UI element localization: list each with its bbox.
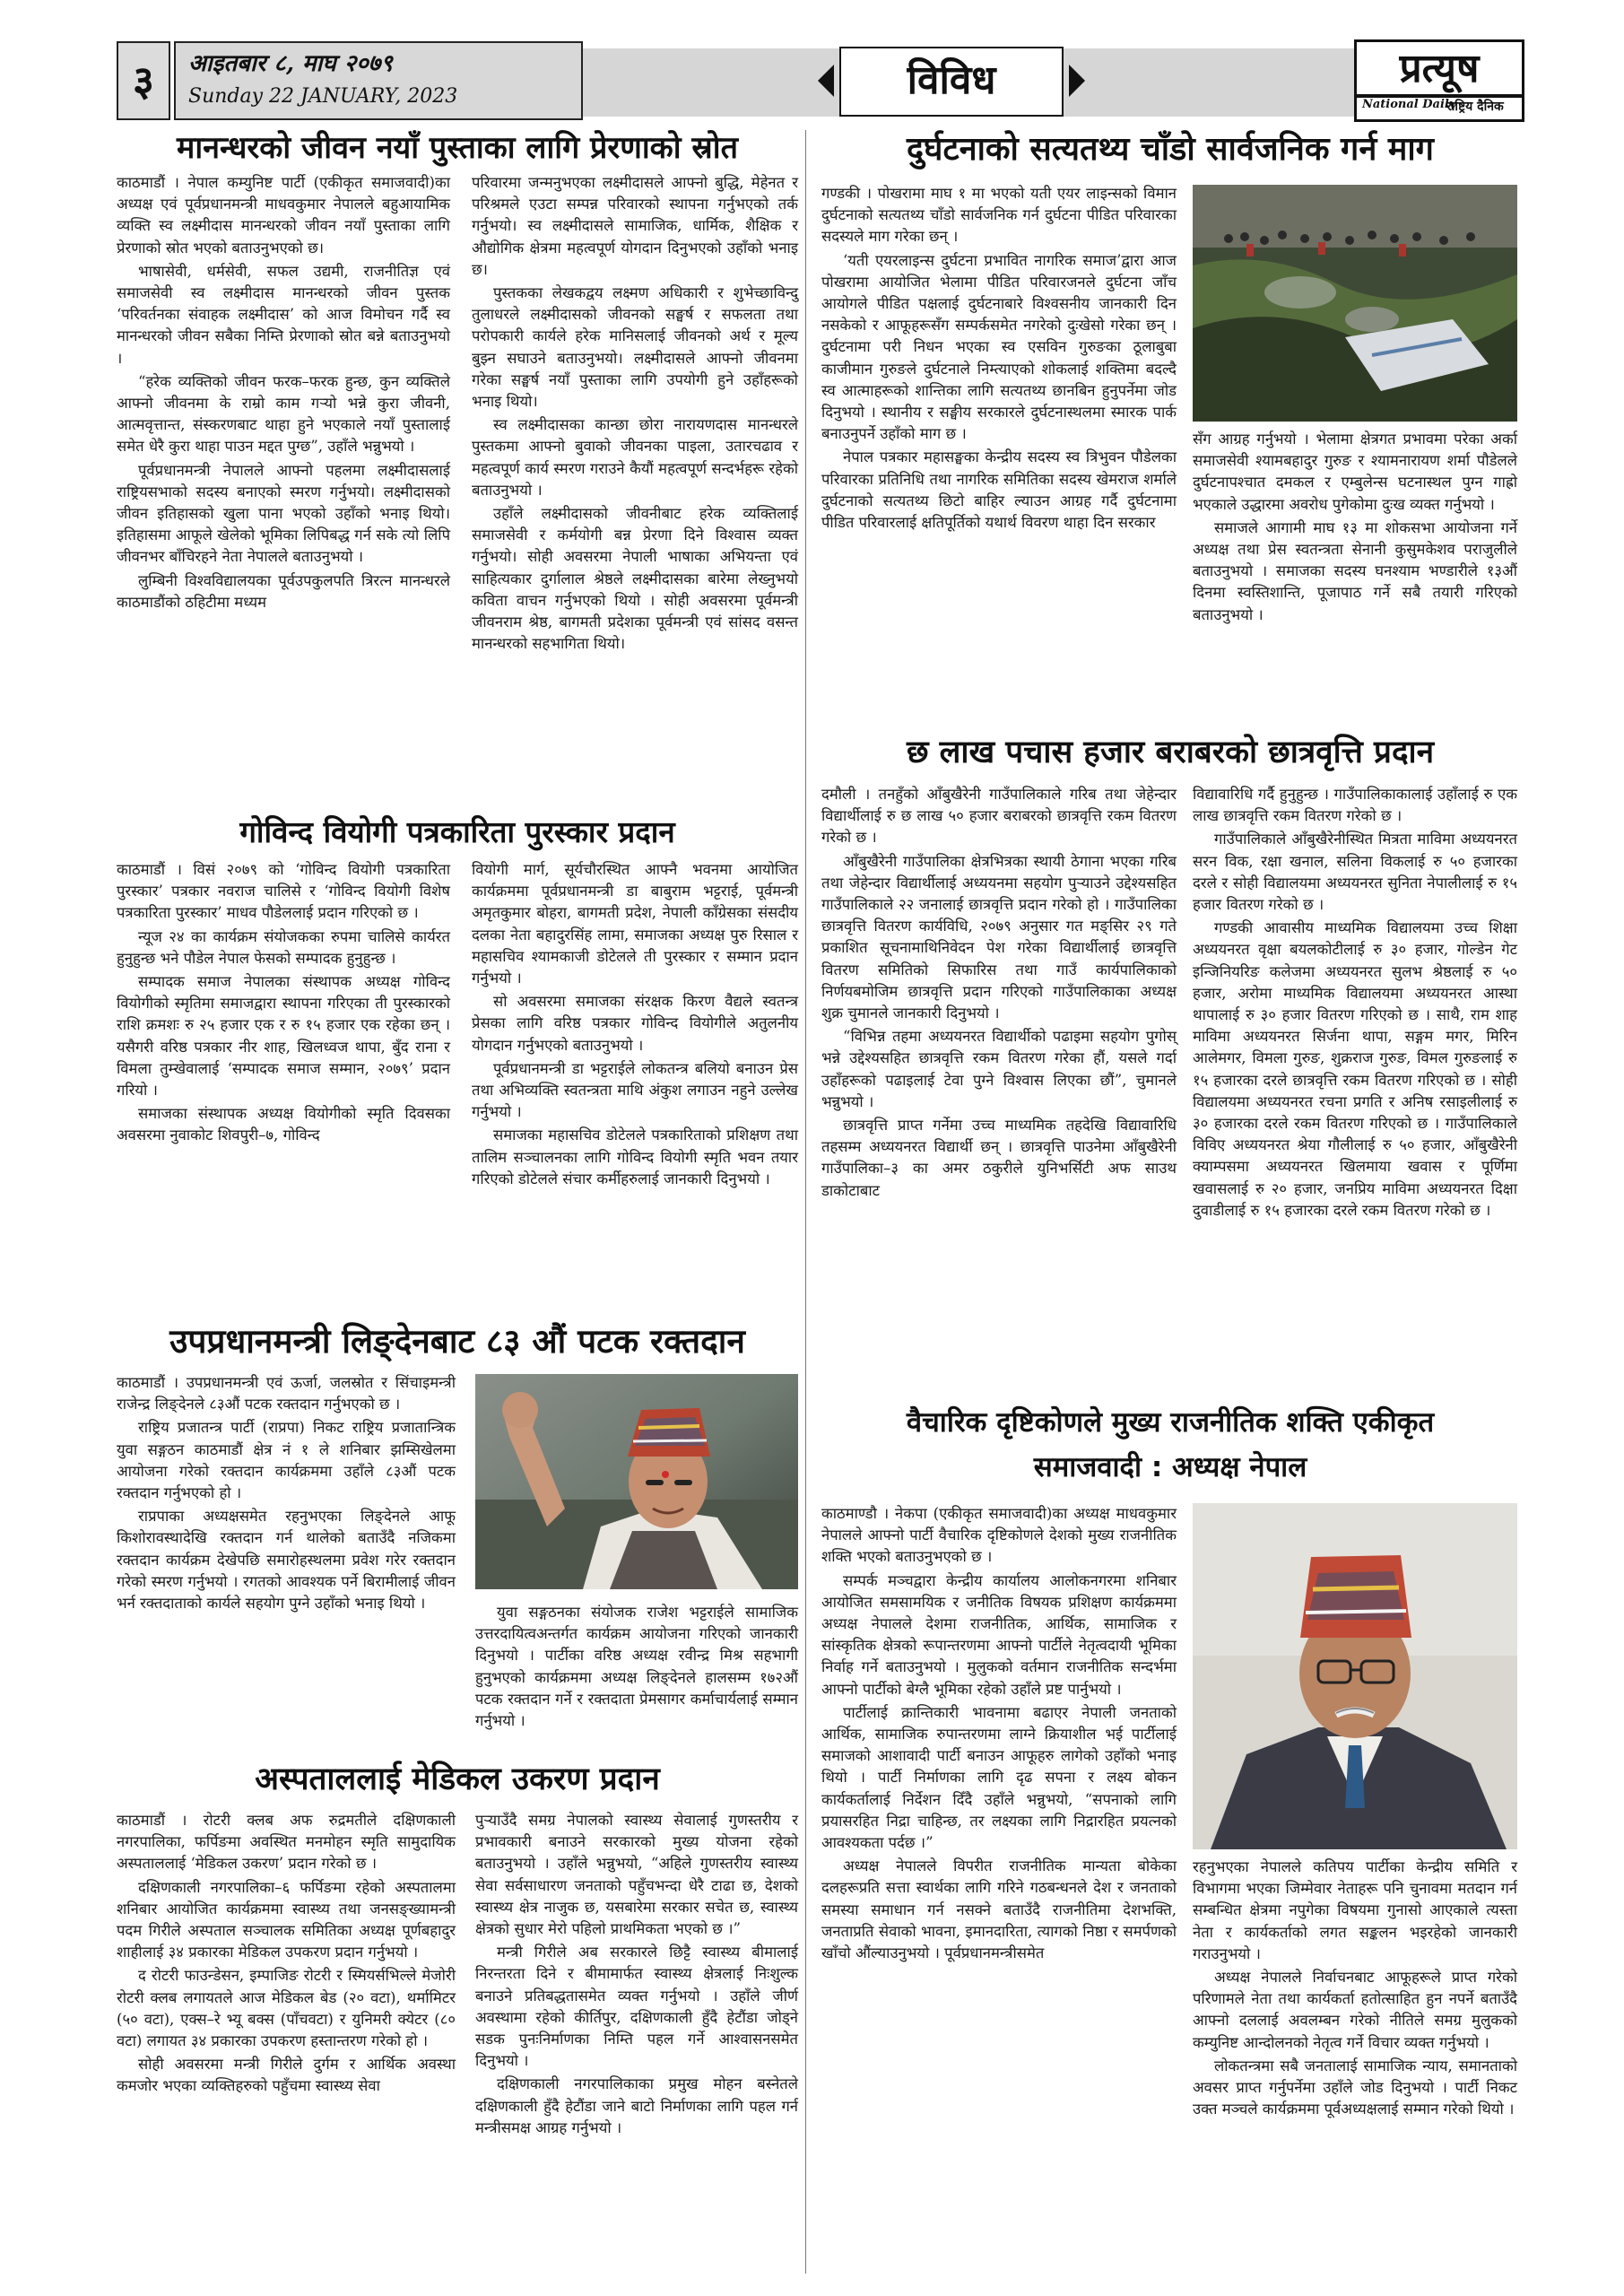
paragraph: समाजका संस्थापक अध्यक्ष वियोगीको स्मृति दिवसका अवसरमा नुवाकोट शिवपुरी–७, गोविन्द <box>117 1105 450 1144</box>
paragraph: न्यूज २४ का कार्यक्रम संयोजकका रुपमा चालिसे कार्यरत हुनुहुन्छ भने पौडेल नेपाल फेसको सम्पादक हुनुहुन्छ । <box>117 927 450 967</box>
paragraph: दक्षिणकाली नगरपालिका–६ फर्पिङमा रहेको अस्पतालमा शनिबार आयोजित कार्यक्रममा स्वास्थ्य तथा जनसङ्ख्यामन्त्री पदम गिरीले अस्पताल सञ्चालक समितिका अध्यक्ष पूर्णबहादुर शाहीलाई ३४ प्रकारका मेडिकल उपकरण प्रदान गर्नुभयो । <box>117 1878 456 1961</box>
headline-manandhar: मानन्धरको जीवन नयाँ पुस्ताका लागि प्रेरणाको स्रोत <box>177 130 738 166</box>
headline-nepal-line2: समाजवादी : अध्यक्ष नेपाल <box>1033 1451 1307 1483</box>
paragraph: काठमाडौं । विसं २०७९ को ‘गोविन्द वियोगी पत्रकारिता पुरस्कार’ पत्रकार नवराज चालिसे र ‘गोविन्द वियोगी विशेष पत्रकारिता पुरस्कार’ माधव पौडेललाई प्रदान गरिएको छ । <box>117 861 450 922</box>
logo-sub-en: National Daily <box>1362 98 1456 111</box>
date-nepali: आइतबार ८, माघ २०७९ <box>188 50 393 77</box>
article-aspatal-col2 <box>475 1810 798 2141</box>
logo-sub-np: राष्ट्रिय दैनिक <box>1446 100 1504 114</box>
paragraph: सम्पर्क मञ्चद्वारा केन्द्रीय कार्यालय आलोकनगरमा शनिबार आयोजित समसामयिक र जनीतिक विषयक प्रशिक्षण कार्यक्रममा अध्यक्ष नेपालले देशमा राजनीतिक, आर्थिक, सामाजिक र सांस्कृतिक क्षेत्रको रूपान्तरणमा आफ्नो पार्टीले नेतृत्वदायी भूमिका निर्वाह गर्ने बताउनुभयो । मुलुकको वर्तमान राजनीतिक सन्दर्भमा आफ्नो पार्टीको बेग्लै भूमिका रहेको उहाँले प्रष्ट पार्नुभयो । <box>821 1571 1177 1698</box>
headline-chhatrabritti: छ लाख पचास हजार बराबरको छात्रवृत्ति प्रदान <box>906 735 1435 770</box>
paragraph: परिवारमा जन्मनुभएका लक्ष्मीदासले आफ्नो बुद्धि, मेहेनत र परिश्रमले एउटा सम्पन्न परिवारको स्थापना गर्नुभएको तर्क गर्नुभयो। स्व लक्ष्मीदासले सामाजिक, धार्मिक, शैक्षिक र औद्योगिक क्षेत्रमा महत्वपूर्ण योगदान दिनुभएको उहाँको भनाइ छ। <box>472 174 798 278</box>
paragraph: पूर्वप्रधानमन्त्री डा भट्टराईले लोकतन्त्र बलियो बनाउन प्रेस तथा अभिव्यक्ति स्वतन्त्रता माथि अंकुश लगाउन नहुने उल्लेख गर्नुभयो । <box>472 1059 798 1121</box>
headline-aspatal: अस्पताललाई मेडिकल उकरण प्रदान <box>255 1761 660 1797</box>
article-durghatana-col1 <box>821 183 1177 535</box>
article-govinda-col2 <box>472 859 798 1192</box>
paragraph: रहनुभएका नेपालले कतिपय पार्टीका केन्द्रीय समिति र विभागमा भएका जिम्मेवार नेताहरू पनि चुनावमा मतदान गर्न सम्बन्धित क्षेत्रमा नपुगेका विषयमा गुनासो आएकाले त्यस्ता नेता र कार्यकर्ताको लगत सङ्कलन भइरहेको जानकारी गराउनुभयो । <box>1193 1858 1517 1962</box>
paragraph: काठमाडौं । नेपाल कम्युनिष्ट पार्टी (एकीकृत समाजवादी)का अध्यक्ष एवं पूर्वप्रधानमन्त्री माधवकुमार नेपालले बहुआयामिक व्यक्ति स्व लक्ष्मीदास मानन्धरको जीवन नयाँ पुस्ताका लागि प्रेरणाको स्रोत भएको बताउनुभएको छ। <box>117 174 450 257</box>
paragraph: सो अवसरमा समाजका संरक्षक किरण वैद्यले स्वतन्त्र प्रेसका लागि वरिष्ठ पत्रकार गोविन्द वियोगीले अतुलनीय योगदान गर्नुभएको बताउनुभयो । <box>472 993 798 1054</box>
headline-govinda: गोविन्द वियोगी पत्रकारिता पुरस्कार प्रदान <box>239 814 675 849</box>
date-english: Sunday 22 JANUARY, 2023 <box>188 85 458 108</box>
logo-text: प्रत्यूष <box>1399 46 1480 91</box>
paragraph: सम्पादक समाज नेपालका संस्थापक अध्यक्ष गोविन्द वियोगीको स्मृतिमा समाजद्वारा स्थापना गरिएका ती पुरस्कारको राशि क्रमशः रु २५ हजार एक र रु १५ हजार एक रहेका छन् । यसैगरी वरिष्ठ पत्रकार नीर शाह, खिलध्वज थापा, बुँद राना र विमला तुम्खेवालाई ‘सम्पादक समाज सम्मान, २०७९’ प्रदान गरियो । <box>117 973 450 1100</box>
paragraph: राप्रपाका अध्यक्षसमेत रहनुभएका लिङ्देनले आफू किशोरावस्थादेखि रक्तदान गर्न थालेको बताउँदै नजिकमा रक्तदान कार्यक्रम देखेपछि समारोहस्थलमा प्रवेश गरेर रक्तदान गरेको स्मरण गर्नुभयो । रगतको आवश्यक पर्ने बिरामीलाई जीवन भर्न रक्तदाताको कार्यले सहयोग पुग्ने उहाँको भनाइ थियो । <box>117 1508 456 1613</box>
date-box <box>174 41 583 120</box>
headline-nepal-line1: वैचारिक दृष्टिकोणले मुख्य राजनीतिक शक्ति एकीकृत <box>906 1406 1435 1439</box>
paragraph: लोकतन्त्रमा सबै जनतालाई सामाजिक न्याय, समानताको अवसर प्राप्त गर्नुपर्नेमा उहाँले जोड दिनुभयो । पार्टी निकट उक्त मञ्चले कार्यक्रममा पूर्वअध्यक्षलाई सम्मान गरेको थियो । <box>1193 2057 1517 2118</box>
paragraph: मन्त्री गिरीले अब सरकारले छिट्टै स्वास्थ्य बीमालाई निरन्तरता दिने र बीमामार्फत स्वास्थ्य क्षेत्रलाई निःशुल्क बनाउने प्रतिबद्धतासमेत व्यक्त गर्नुभयो । उहाँले जीर्ण अवस्थामा रहेको कीर्तिपुर, दक्षिणकाली हुँदै हेटौंडा जोड्ने सडक पुनःनिर्माणका निम्ति पहल गर्ने आश्वासनसमेत दिनुभयो । <box>475 1944 798 2070</box>
article-govinda-col1 <box>117 859 450 1149</box>
paragraph: दमौली । तनहुँको आँबुखैरेनी गाउँपालिकाले गरिब तथा जेहेन्दार विद्यार्थीलाई रु छ लाख ५० हजार बराबरको छात्रवृत्ति रकम वितरण गरेको छ । <box>821 786 1177 847</box>
paragraph: आँबुखैरेनी गाउँपालिका क्षेत्रभित्रका स्थायी ठेगाना भएका गरिब तथा जेहेन्दार विद्यार्थीलाई अध्ययनमा सहयोग पुऱ्याउने उद्देश्यसहित गाउँपालिकाले २२ जनालाई छात्रवृत्ति प्रदान गरेको हो । गाउँपालिका छात्रवृत्ति वितरण कार्यविधि, २०७९ अनुसार गत मङ्सिर २९ गते प्रकाशित सूचनामाथिनिवेदन पेश गरेका विद्यार्थीलाई छात्रवृत्ति वितरण समितिको सिफारिस तथा गाउँ कार्यपालिकाको निर्णयबमोजिम छात्रवृत्ति प्रदान गरिएको गाउँपालिकाका अध्यक्ष शुक्र चुमानले जानकारी दिनुभयो । <box>821 852 1177 1022</box>
paragraph: “विभिन्न तहमा अध्ययनरत विद्यार्थीको पढाइमा सहयोग पुगोस् भन्ने उद्देश्यसहित छात्रवृत्ति रकम वितरण गरेका हौं, यसले गर्दा उहाँहरूको पढाइलाई टेवा पुग्ने विश्वास लिएका छौं”, चुमानले भन्नुभयो । <box>821 1028 1177 1110</box>
headline-durghatana: दुर्घटनाको सत्यतथ्य चाँडो सार्वजनिक गर्न माग <box>907 131 1434 168</box>
article-chhatrabritti-col2 <box>1193 784 1517 1223</box>
photo-lingden <box>475 1374 798 1589</box>
article-raktadan-col2 <box>475 1602 798 1734</box>
arrow-left-icon <box>818 65 834 97</box>
column-divider <box>805 130 806 2274</box>
section-title: विविध <box>839 47 1064 117</box>
paragraph: नेपाल पत्रकार महासङ्घका केन्द्रीय सदस्य स्व त्रिभुवन पौडेलका परिवारका प्रतिनिधि तथा नागरिक समितिका सदस्य खेमराज शर्माले दुर्घटनाको सत्यतथ्य छिटो बाहिर ल्याउन आग्रह गर्दै दुर्घटनामा पीडित परिवारलाई क्षतिपूर्तिको यथार्थ विवरण थाहा दिन सरकार <box>821 448 1177 532</box>
paragraph: सँग आग्रह गर्नुभयो । भेलामा क्षेत्रगत प्रभावमा परेका अर्का समाजसेवी श्यामबहादुर गुरुङ र श्यामनारायण शर्मा पौडेलले दुर्घटनापश्चात दमकल र एम्बुलेन्स घटनास्थल पुग्न गाह्रो भएकाले उद्धारमा अवरोध पुगेकोमा दुःख व्यक्त गर्नुभयो । <box>1193 430 1517 513</box>
photo-lingden-image <box>475 1374 798 1589</box>
article-durghatana-col2 <box>1193 429 1517 628</box>
paragraph: समाजका महासचिव डोटेलले पत्रकारिताको प्रशिक्षण तथा तालिम सञ्चालनका लागि गोविन्द वियोगी स्मृति भवन तयार गरिएको डोटेलले संचार कर्मीहरुलाई जानकारी दिनुभयो । <box>472 1126 798 1187</box>
paragraph: लुम्बिनी विश्वविद्यालयका पूर्वउपकुलपति त्रिरत्न मानन्धरले काठमाडौंको ठहिटीमा मध्यम <box>117 571 450 611</box>
page-number: ३ <box>117 41 170 120</box>
paragraph: उहाँले लक्ष्मीदासको जीवनीबाट हरेक व्यक्तिलाई समाजसेवी र कर्मयोगी बन्न प्रेरणा दिने विश्वास व्यक्त गर्नुभयो। सोही अवसरमा नेपाली भाषाका अभियन्ता एवं साहित्यकार दुर्गालाल श्रेष्ठले लक्ष्मीदासका बारेमा लेख्नुभयो कविता वाचन गर्नुभएको थियो । सोही अवसरमा पूर्वमन्त्री जीवनराम श्रेष्ठ, बागमती प्रदेशका पूर्वमन्त्री एवं सांसद वसन्त मानन्धरको सहभागिता थियो। <box>472 505 798 653</box>
article-chhatrabritti-col1 <box>821 784 1177 1204</box>
paragraph: राष्ट्रिय प्रजातन्त्र पार्टी (राप्रपा) निकट राष्ट्रिय प्रजातान्त्रिक युवा सङ्गठन काठमाडौं क्षेत्र नं १ ले शनिबार झम्सिखेलमा आयोजना गरेको रक्तदान कार्यक्रममा उहाँले ८३औं पटक रक्तदान गर्नुभएको हो । <box>117 1419 456 1502</box>
paragraph: गाउँपालिकाले आँबुखैरेनीस्थित मित्रता माविमा अध्ययनरत सरन विक, रक्षा खनाल, सलिना विकलाई रु ५० हजारका दरले र सोही विद्यालयमा अध्ययनरत सुनिता नेपालीलाई रु १५ हजार वितरण गरेको छ । <box>1193 831 1517 914</box>
photo-madhav-nepal <box>1193 1503 1517 1849</box>
paragraph: पुऱ्याउँदै समग्र नेपालको स्वास्थ्य सेवालाई गुणस्तरीय र प्रभावकारी बनाउने सरकारको मुख्य योजना रहेको बताउनुभयो । उहाँले भन्नुभयो, “अहिले गुणस्तरीय स्वास्थ्य सेवा सर्वसाधारण जनताको पहुँचभन्दा धेरै टाढा छ, देशको स्वास्थ्य क्षेत्र नाजुक छ, यसबारेमा सरकार सचेत छ, स्वास्थ्य क्षेत्रको सुधार मेरो पहिलो प्राथमिकता भएको छ ।” <box>475 1812 798 1938</box>
photo-madhav-nepal-image <box>1193 1503 1517 1849</box>
paragraph: दक्षिणकाली नगरपालिकाका प्रमुख मोहन बस्नेतले दक्षिणकाली हुँदै हेटौंडा जाने बाटो निर्माणका लागि पहल गर्न मन्त्रीसमक्ष आग्रह गर्नुभयो । <box>475 2075 798 2136</box>
photo-crash-site <box>1193 185 1517 422</box>
paragraph: सोही अवसरमा मन्त्री गिरीले दुर्गम र आर्थिक अवस्था कमजोर भएका व्यक्तिहरुको पहुँचमा स्वास्थ्य सेवा <box>117 2056 456 2095</box>
paragraph: अध्यक्ष नेपालले निर्वाचनबाट आफूहरूले प्राप्त गरेको परिणामले नेता तथा कार्यकर्ता हतोत्साहित हुन नपर्ने बताउँदै आफ्नो दललाई अवलम्बन गरेको नीतिले समग्र मुलुकको कम्युनिष्ट आन्दोलनको नेतृत्व गर्ने विचार व्यक्त गर्नुभयो । <box>1193 1969 1517 2051</box>
paragraph: काठमाडौं । उपप्रधानमन्त्री एवं ऊर्जा, जलस्रोत र सिंचाइमन्त्री राजेन्द्र लिङ्देनले ८३औं पटक रक्तदान गर्नुभएको छ । <box>117 1374 456 1413</box>
arrow-right-icon <box>1069 65 1085 97</box>
paragraph: छात्रवृत्ति प्राप्त गर्नेमा उच्च माध्यमिक तहदेखि विद्यावारिधि तहसम्म अध्ययनरत विद्यार्थी छन् । छात्रवृत्ति पाउनेमा आँबुखैरेनी गाउँपालिका–३ का अमर ठकुरीले युनिभर्सिटी अफ साउथ डाकोटाबाट <box>821 1117 1177 1199</box>
paragraph: समाजले आगामी माघ १३ मा शोकसभा आयोजना गर्ने अध्यक्ष तथा प्रेस स्वतन्त्रता सेनानी कुसुमकेशव पराजुलीले बताउनुभयो । समाजका सदस्य घनश्याम भण्डारीले १३औं दिनमा स्वस्तिशान्ति, पूजापाठ गर्ने सबै तयारी गरिएको बताउनुभयो । <box>1193 518 1517 623</box>
paragraph: गण्डकी । पोखरामा माघ १ मा भएको यती एयर लाइन्सको विमान दुर्घटनाको सत्यतथ्य चाँडो सार्वजनिक गर्न दुर्घटना पीडित परिवारका सदस्यले माग गरेका छन् । <box>821 185 1177 246</box>
paragraph: “हरेक व्यक्तिको जीवन फरक–फरक हुन्छ, कुन व्यक्तिले आफ्नो जीवनमा के राम्रो काम गऱ्यो भन्ने कुरा जीवनी, आत्मवृत्तान्त, संस्करणबाट थाहा हुने भएकाले नयाँ पुस्तालाई समेत धेरै कुरा थाहा पाउन मद्दत पुग्छ”, उहाँले भन्नुभयो । <box>117 372 450 456</box>
headline-raktadan: उपप्रधानमन्त्री लिङ्देनबाट ८३ औं पटक रक्तदान <box>169 1322 745 1361</box>
masthead-logo <box>1354 39 1524 122</box>
paragraph: द रोटरी फाउन्डेसन, इम्पाजिङ रोटरी र स्मियर्सभिल्ले मेजोरी रोटरी क्लब लगायतले आज मेडिकल बेड (२० वटा), थर्मामिटर (५० वटा), एक्स–रे भ्यू बक्स (पाँचवटा) र युनिमरी क्येटर (८० वटा) लगायत ३४ प्रकारका उपकरण हस्तान्तरण गरेको हो । <box>117 1967 456 2050</box>
paragraph: काठमाडौं । रोटरी क्लब अफ रुद्रमतीले दक्षिणकाली नगरपालिका, फर्पिङमा अवस्थित मनमोहन स्मृति सामुदायिक अस्पताललाई ‘मेडिकल उकरण’ प्रदान गरेको छ । <box>117 1812 456 1873</box>
paragraph: भाषासेवी, धर्मसेवी, सफल उद्यमी, राजनीतिज्ञ एवं समाजसेवी स्व लक्ष्मीदास मानन्धरको जीवन पुस्तक ‘परिवर्तनका संवाहक लक्ष्मीदास’ को आज विमोचन गर्दै स्व मानन्धरको जीवन सबैका निम्ति प्रेरणाको स्रोत बन्ने बताउनुभयो । <box>117 262 450 367</box>
paragraph: वियोगी मार्ग, सूर्यचौरस्थित आफ्नै भवनमा आयोजित कार्यक्रममा पूर्वप्रधानमन्त्री डा बाबुराम भट्टराई, पूर्वमन्त्री अमृतकुमार बोहरा, बागमती प्रदेश, नेपाली काँग्रेसका संसदीय दलका नेता बहादुरसिंह लामा, समाजका अध्यक्ष पुरु रिसाल र महासचिव श्यामकाजी डोटेलले ती पुरस्कार र सम्मान प्रदान गर्नुभयो । <box>472 861 798 987</box>
paragraph: अध्यक्ष नेपालले विपरीत राजनीतिक मान्यता बोकेका दलहरूप्रति सत्ता स्वार्थका लागि गरिने गठबन्धनले देश र जनताको समस्या समाधान गर्न नसक्ने बताउँदै राजनीतिमा देशभक्ति, जनताप्रति सेवाको भावना, इमानदारिता, त्यागको निष्ठा र समर्पणको खाँचो औंल्याउनुभयो । पूर्वप्रधानमन्त्रीसमेत <box>821 1857 1177 1962</box>
paragraph: पूर्वप्रधानमन्त्री नेपालले आफ्नो पहलमा लक्ष्मीदासलाई राष्ट्रियसभाको सदस्य बनाएको स्मरण गर्नुभयो। लक्ष्मीदासको जीवन इतिहासको खुला पाना भएको उहाँको भनाइ थियो। इतिहासमा आफूले खेलेको भूमिका लिपिबद्ध गर्न सके त्यो लिपि जीवनभर बाँचिरहने नेता नेपालले बताउनुभयो । <box>117 461 450 566</box>
paragraph: पार्टीलाई क्रान्तिकारी भावनामा बढाएर नेपाली जनताको आर्थिक, सामाजिक रुपान्तरणमा लाग्ने क्रियाशील भई पार्टीलाई समाजको आशावादी पार्टी बनाउन आफूहरु लागेको उहाँको भनाइ थियो । पार्टी निर्माणका लागि दृढ सपना र लक्ष्य बोकन कार्यकर्तालाई निर्देशन दिँदै उहाँले भन्नुभयो, “सपनाको लागि प्रयासरहित निद्रा चाहिन्छ, तर लक्ष्यका लागि निद्रारहित प्रयत्नको आवश्यकता पर्दछ ।” <box>821 1703 1177 1852</box>
paragraph: पुस्तकका लेखकद्वय लक्ष्मण अधिकारी र शुभेच्छाविन्दु तुलाधरले लक्ष्मीदासको जीवनको सङ्घर्ष र सफलता तथा परोपकारी कार्यले हरेक मानिसलाई जीवनको अर्थ र मूल्य बुझ्न सघाउने बताउनुभयो। लक्ष्मीदासले आफ्नो जीवनमा गरेका सङ्घर्ष नयाँ पुस्ताका लागि उपयोगी हुने उहाँहरूको भनाइ थियो। <box>472 284 798 411</box>
article-aspatal-col1 <box>117 1810 456 2100</box>
article-nepal-col2 <box>1193 1857 1517 2122</box>
page-header <box>117 41 1524 120</box>
article-manandhar-col2 <box>472 172 798 657</box>
paragraph: ‘यती एयरलाइन्स दुर्घटना प्रभावित नागरिक समाज’द्वारा आज पोखरामा आयोजित भेलामा पीडित परिवारजनले दुर्घटना जाँच आयोगले पीडित पक्षलाई दुर्घटनाबारे विश्वसनीय जानकारी दिन नसकेको र आफूहरूसँग सम्पर्कसमेत नगरेको दुःखेसो गरेका छन् । दुर्घटनामा परी निधन भएका स्व एसविन गुरुङका ठूलाबुबा काजीमान गुरुङले दुर्घटनाले निम्त्याएको शोकलाई शक्तिमा बदल्दै स्व आत्माहरूको शान्तिका लागि सत्यतथ्य छानबिन हुनुपर्नेमा जोड दिनुभयो । स्थानीय र सङ्घीय सरकारले दुर्घटनास्थलमा स्मारक पार्क बनाउनुपर्ने उहाँको माग छ । <box>821 251 1177 443</box>
article-manandhar-col1 <box>117 172 450 615</box>
paragraph: गण्डकी आवासीय माध्यमिक विद्यालयमा उच्च शिक्षा अध्ययनरत वृक्षा बयलकोटीलाई रु ३० हजार, गोल्डेन गेट इन्जिनियरिङ कलेजमा अध्ययनरत सुलभ श्रेष्ठलाई रु ५० हजार, अरोमा माध्यमिक विद्यालयमा अध्ययनरत आस्था थापालाई रु ३० हजार वितरण गरिएको छ । साथै, राम शाह माविमा अध्ययनरत सिर्जना थापा, सङ्गम मगर, मिरिन आलेमगर, विमला गुरुङ, शुक्रराज गुरुङ, विमल गुरुङलाई रु १५ हजारका दरले छात्रवृत्ति रकम वितरण गरिएको छ । सोही विद्यालयमा अध्ययनरत रचना प्रगति र अनिष रसाइलीलाई रु ३० हजारका दरले रकम वितरण गरिएको छ । गाउँपालिकाले विविए अध्ययनरत श्रेया गौलीलाई रु ५० हजार, आँबुखैरेनी क्याम्पसमा अध्ययनरत खिलमाया खवास र पूर्णिमा खवासलाई रु २० हजार, जनप्रिय माविमा अध्ययनरत दिक्षा दुवाडीलाई रु १५ हजारका दरले रकम वितरण गरेको छ । <box>1193 919 1517 1219</box>
article-raktadan-col1 <box>117 1372 456 1616</box>
paragraph: काठमाण्डौ । नेकपा (एकीकृत समाजवादी)का अध्यक्ष माधवकुमार नेपालले आफ्नो पार्टी वैचारिक दृष्टिकोणले देशको मुख्य राजनीतिक शक्ति भएको बताउनुभएको छ । <box>821 1505 1177 1566</box>
paragraph: विद्यावारिधि गर्दै हुनुहुन्छ । गाउँपालिकाकालाई उहाँलाई रु एक लाख छात्रवृत्ति रकम वितरण गरेको छ । <box>1193 786 1517 825</box>
paragraph: युवा सङ्गठनका संयोजक राजेश भट्टराईले सामाजिक उत्तरदायित्वअन्तर्गत कार्यक्रम आयोजना गरिएको जानकारी दिनुभयो । पार्टीका वरिष्ठ अध्यक्ष रवीन्द्र मिश्र सहभागी हुनुभएको कार्यक्रममा अध्यक्ष लिङ्देनले हालसम्म १७२औं पटक रक्तदान गर्ने र रक्तदाता प्रेमसागर कर्माचार्यलाई सम्मान गर्नुभयो । <box>475 1604 798 1730</box>
paragraph: स्व लक्ष्मीदासका कान्छा छोरा नारायणदास मानन्धरले पुस्तकमा आफ्नो बुवाको जीवनका पाइला, उतारचढाव र महत्वपूर्ण कार्य स्मरण गराउने कैयौं महत्वपूर्ण सन्दर्भहरू रहेको बताउनुभयो । <box>472 416 798 499</box>
photo-crash-image <box>1193 185 1517 422</box>
article-nepal-col1 <box>821 1503 1177 1966</box>
